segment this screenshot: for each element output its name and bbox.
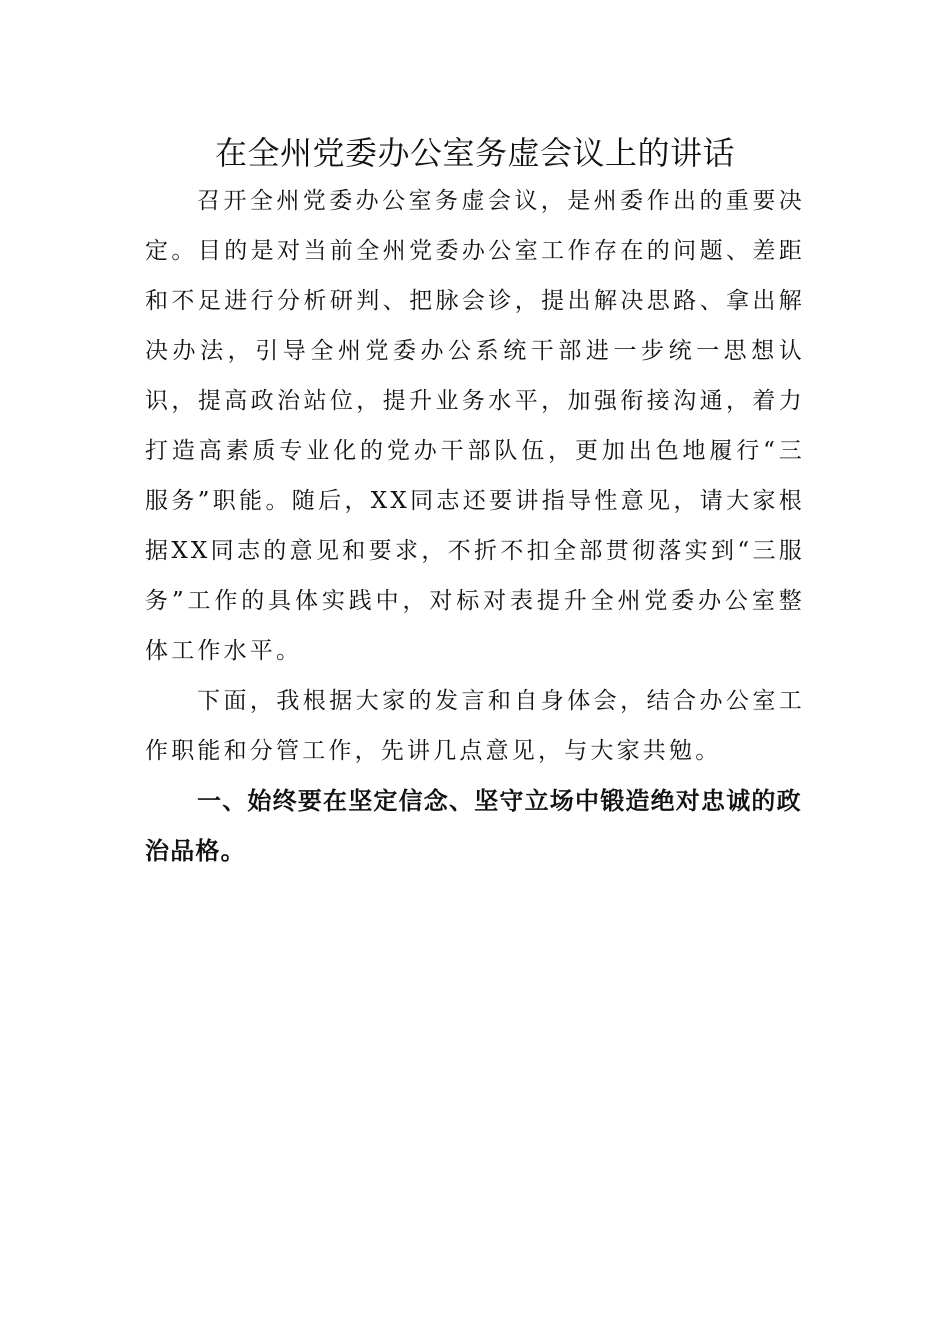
- section-heading-1: 一、始终要在坚定信念、坚守立场中锻造绝对忠诚的政治品格。: [145, 787, 802, 865]
- paragraph-intro: 召开全州党委办公室务虚会议，是州委作出的重要决定。目的是对当前全州党委办公室工作存在的问题、差距和不足进行分析研判、把脉会诊，提出解决思路、拿出解决办法，引导全州党委办公系统干部进一步统一思想认识，提高政治站位，提升业务水平，加强衔接沟通，着力打造高素质专业化的党办干部队伍，更加出色地履行“三服务”职能。随后，XX同志还要讲指导性意见，请大家根据XX同志的意见和要求，不折不扣全部贯彻落实到“三服务”工作的具体实践中，对标对表提升全州党委办公室整体工作水平。: [145, 188, 805, 664]
- document-title: 在全州党委办公室务虚会议上的讲话: [214, 134, 735, 172]
- document-body: [145, 176, 805, 876]
- paragraph-opinions: 下面，我根据大家的发言和自身体会，结合办公室工作职能和分管工作，先讲几点意见，与大家共勉。: [145, 688, 805, 764]
